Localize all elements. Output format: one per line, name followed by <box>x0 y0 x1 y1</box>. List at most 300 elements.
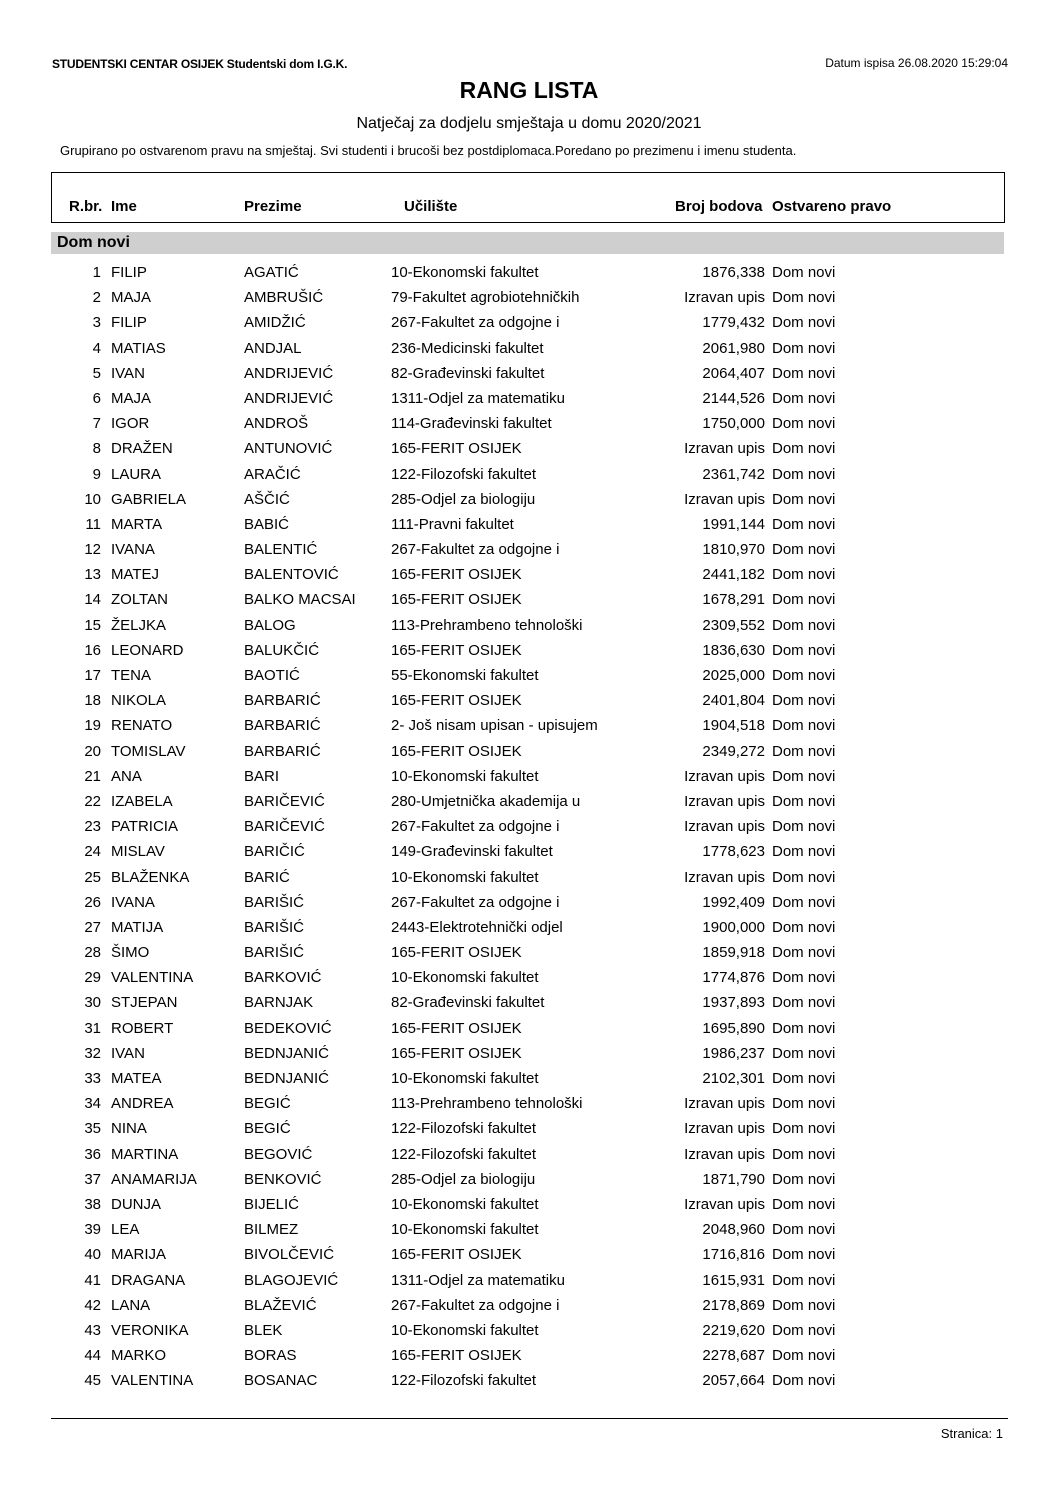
cell-first-name: ANA <box>111 767 142 785</box>
cell-right: Dom novi <box>772 843 836 861</box>
column-header-uciliste: Učilište <box>404 198 458 215</box>
cell-first-name: ŠIMO <box>111 944 150 962</box>
cell-right: Dom novi <box>772 616 836 634</box>
cell-first-name: VALENTINA <box>111 1372 194 1390</box>
cell-last-name: BIJELIĆ <box>244 1195 300 1213</box>
cell-rank: 38 <box>84 1195 101 1213</box>
cell-points: 2401,804 <box>702 692 765 710</box>
cell-last-name: BARBARIĆ <box>244 692 321 710</box>
cell-right: Dom novi <box>772 415 836 433</box>
table-row <box>0 816 1058 841</box>
table-row <box>0 867 1058 892</box>
cell-last-name: BARIČEVIĆ <box>244 818 325 836</box>
cell-institution: 267-Fakultet za odgojne i <box>391 818 560 836</box>
cell-first-name: IVAN <box>111 1044 145 1062</box>
cell-right: Dom novi <box>772 944 836 962</box>
cell-last-name: BALUKČIĆ <box>244 641 320 659</box>
table-row <box>0 438 1058 463</box>
cell-rank: 20 <box>84 742 101 760</box>
cell-institution: 114-Građevinski fakultet <box>391 415 552 433</box>
table-row <box>0 1320 1058 1345</box>
column-header-ime: Ime <box>111 198 137 215</box>
cell-first-name: ŽELJKA <box>111 616 167 634</box>
cell-right: Dom novi <box>772 994 836 1012</box>
cell-right: Dom novi <box>772 742 836 760</box>
cell-first-name: IZABELA <box>111 792 173 810</box>
cell-last-name: BARBARIĆ <box>244 742 321 760</box>
table-row <box>0 690 1058 715</box>
column-header-bodovi: Broj bodova <box>675 198 763 215</box>
cell-rank: 45 <box>84 1372 101 1390</box>
cell-points: 1750,000 <box>702 415 765 433</box>
cell-last-name: BABIĆ <box>244 515 290 533</box>
cell-first-name: DUNJA <box>111 1195 162 1213</box>
organization-name: STUDENTSKI CENTAR OSIJEK Studentski dom I.G.K. <box>52 57 348 71</box>
cell-points: 2048,960 <box>702 1221 765 1239</box>
table-row <box>0 1194 1058 1219</box>
cell-first-name: MATIJA <box>111 918 164 936</box>
cell-first-name: NIKOLA <box>111 692 167 710</box>
table-row <box>0 942 1058 967</box>
cell-institution: 285-Odjel za biologiju <box>391 490 536 508</box>
cell-points: 1904,518 <box>702 717 765 735</box>
cell-last-name: AŠČIĆ <box>244 490 290 508</box>
cell-institution: 165-FERIT OSIJEK <box>391 944 522 962</box>
table-row <box>0 1144 1058 1169</box>
cell-first-name: MARIJA <box>111 1246 167 1264</box>
cell-rank: 16 <box>84 641 101 659</box>
cell-rank: 9 <box>92 465 101 483</box>
cell-institution: 10-Ekonomski fakultet <box>391 1070 539 1087</box>
table-row <box>0 1295 1058 1320</box>
table-row <box>0 539 1058 564</box>
table-row <box>0 1043 1058 1068</box>
cell-institution: 122-Filozofski fakultet <box>391 465 537 483</box>
cell-first-name: VERONIKA <box>111 1321 189 1339</box>
cell-rank: 33 <box>84 1070 101 1087</box>
cell-last-name: BORAS <box>244 1347 297 1365</box>
table-row <box>0 1169 1058 1194</box>
table-row <box>0 338 1058 363</box>
cell-rank: 32 <box>84 1044 101 1062</box>
cell-right: Dom novi <box>772 364 836 382</box>
cell-first-name: MATEA <box>111 1070 162 1087</box>
cell-institution: 79-Fakultet agrobiotehničkih <box>391 289 580 307</box>
cell-rank: 11 <box>85 515 101 533</box>
cell-points: 1876,338 <box>702 264 765 281</box>
cell-points: 1986,237 <box>702 1044 765 1062</box>
cell-first-name: LEA <box>111 1221 140 1239</box>
cell-points: 1778,623 <box>702 843 765 861</box>
table-row <box>0 589 1058 614</box>
cell-last-name: BILMEZ <box>244 1221 299 1239</box>
cell-right: Dom novi <box>772 440 836 458</box>
cell-first-name: IVANA <box>111 893 155 911</box>
cell-first-name: FILIP <box>111 314 147 332</box>
table-row <box>0 388 1058 413</box>
table-row <box>0 464 1058 489</box>
cell-last-name: ANDROŠ <box>244 415 309 433</box>
cell-rank: 40 <box>84 1246 101 1264</box>
cell-right: Dom novi <box>772 339 836 357</box>
table-row <box>0 1270 1058 1295</box>
cell-first-name: DRAGANA <box>111 1271 186 1289</box>
cell-points: Izravan upis <box>684 792 765 810</box>
cell-rank: 28 <box>84 944 101 962</box>
cell-right: Dom novi <box>772 717 836 735</box>
cell-points: 2061,980 <box>702 339 765 357</box>
cell-points: Izravan upis <box>684 289 765 307</box>
cell-last-name: BALENTOVIĆ <box>244 566 339 584</box>
cell-institution: 10-Ekonomski fakultet <box>391 1321 539 1339</box>
table-row <box>0 1219 1058 1244</box>
cell-last-name: BEGIĆ <box>244 1120 291 1138</box>
cell-first-name: IVAN <box>111 364 145 382</box>
cell-institution: 113-Prehrambeno tehnološki <box>391 1095 583 1113</box>
cell-points: Izravan upis <box>684 868 765 886</box>
table-row <box>0 741 1058 766</box>
table-row <box>0 615 1058 640</box>
cell-right: Dom novi <box>772 264 836 281</box>
footer-divider <box>51 1418 1008 1419</box>
table-row <box>0 766 1058 791</box>
cell-points: 1779,432 <box>702 314 765 332</box>
cell-points: 1900,000 <box>702 918 765 936</box>
cell-institution: 10-Ekonomski fakultet <box>391 868 539 886</box>
cell-rank: 37 <box>84 1170 101 1188</box>
table-row <box>0 489 1058 514</box>
cell-institution: 10-Ekonomski fakultet <box>391 1221 539 1239</box>
cell-points: 2441,182 <box>702 566 765 584</box>
cell-points: 1695,890 <box>702 1019 765 1037</box>
cell-right: Dom novi <box>772 667 836 684</box>
cell-last-name: BAOTIĆ <box>244 667 300 684</box>
column-header-rbr: R.br. <box>69 198 103 215</box>
cell-right: Dom novi <box>772 1170 836 1188</box>
cell-rank: 22 <box>84 792 101 810</box>
grouping-note: Grupirano po ostvarenom pravu na smještaj. Svi studenti i brucoši bez postdiplomaca.Poredano po prezimenu i imenu studenta. <box>60 143 797 158</box>
table-row <box>0 1118 1058 1143</box>
cell-points: 1774,876 <box>702 969 765 987</box>
cell-first-name: MARKO <box>111 1347 167 1365</box>
table-row <box>0 1093 1058 1118</box>
cell-rank: 8 <box>92 440 101 458</box>
cell-rank: 14 <box>84 591 101 609</box>
table-row <box>0 791 1058 816</box>
table-row <box>0 413 1058 438</box>
cell-institution: 82-Građevinski fakultet <box>391 994 545 1012</box>
cell-rank: 19 <box>84 717 101 735</box>
cell-points: 2219,620 <box>702 1321 765 1339</box>
cell-first-name: IGOR <box>111 415 150 433</box>
cell-first-name: TENA <box>111 667 152 684</box>
cell-right: Dom novi <box>772 893 836 911</box>
cell-last-name: BEGOVIĆ <box>244 1145 313 1163</box>
cell-first-name: LANA <box>111 1296 151 1314</box>
table-row <box>0 992 1058 1017</box>
cell-points: 2144,526 <box>702 389 765 407</box>
cell-last-name: BLEK <box>244 1321 283 1339</box>
cell-institution: 122-Filozofski fakultet <box>391 1145 537 1163</box>
cell-right: Dom novi <box>772 1019 836 1037</box>
cell-points: Izravan upis <box>684 1195 765 1213</box>
print-date: Datum ispisa 26.08.2020 15:29:04 <box>825 56 1008 70</box>
cell-right: Dom novi <box>772 591 836 609</box>
cell-rank: 44 <box>84 1347 101 1365</box>
cell-rank: 2 <box>92 289 101 307</box>
cell-points: Izravan upis <box>684 1120 765 1138</box>
cell-institution: 10-Ekonomski fakultet <box>391 767 539 785</box>
cell-last-name: BEDNJANIĆ <box>244 1070 330 1087</box>
cell-last-name: BALKO MACSAI <box>244 591 356 609</box>
cell-institution: 165-FERIT OSIJEK <box>391 692 522 710</box>
cell-rank: 43 <box>84 1321 101 1339</box>
cell-first-name: IVANA <box>111 541 155 559</box>
cell-last-name: BARIŠIĆ <box>244 893 305 911</box>
table-row <box>0 892 1058 917</box>
cell-first-name: LAURA <box>111 465 162 483</box>
cell-points: 2361,742 <box>702 465 765 483</box>
cell-points: 1716,816 <box>702 1246 765 1264</box>
cell-first-name: LEONARD <box>111 641 184 659</box>
cell-right: Dom novi <box>772 792 836 810</box>
cell-last-name: BEDEKOVIĆ <box>244 1019 332 1037</box>
cell-rank: 31 <box>84 1019 101 1037</box>
cell-points: Izravan upis <box>684 1145 765 1163</box>
cell-points: 2064,407 <box>702 364 765 382</box>
page-number: Stranica: 1 <box>940 1426 1003 1441</box>
cell-first-name: MAJA <box>111 289 152 307</box>
cell-institution: 149-Građevinski fakultet <box>391 843 553 861</box>
cell-institution: 267-Fakultet za odgojne i <box>391 893 560 911</box>
cell-last-name: ANTUNOVIĆ <box>244 440 333 458</box>
cell-rank: 41 <box>84 1271 101 1289</box>
cell-right: Dom novi <box>772 515 836 533</box>
cell-institution: 10-Ekonomski fakultet <box>391 1195 539 1213</box>
cell-rank: 10 <box>84 490 101 508</box>
table-row <box>0 1068 1058 1093</box>
cell-points: Izravan upis <box>684 767 765 785</box>
cell-right: Dom novi <box>772 1070 836 1087</box>
cell-right: Dom novi <box>772 1221 836 1239</box>
cell-points: Izravan upis <box>684 1095 765 1113</box>
cell-rank: 4 <box>92 339 101 357</box>
cell-points: 2025,000 <box>702 667 765 684</box>
cell-right: Dom novi <box>772 641 836 659</box>
column-header-pravo: Ostvareno pravo <box>772 198 892 215</box>
cell-rank: 21 <box>84 767 101 785</box>
cell-first-name: STJEPAN <box>111 994 178 1012</box>
cell-first-name: GABRIELA <box>111 490 187 508</box>
table-row <box>0 1018 1058 1043</box>
cell-institution: 267-Fakultet za odgojne i <box>391 1296 560 1314</box>
cell-right: Dom novi <box>772 969 836 987</box>
cell-right: Dom novi <box>772 289 836 307</box>
cell-right: Dom novi <box>772 465 836 483</box>
cell-institution: 285-Odjel za biologiju <box>391 1170 536 1188</box>
cell-last-name: BARIŠIĆ <box>244 918 305 936</box>
table-row <box>0 715 1058 740</box>
cell-institution: 236-Medicinski fakultet <box>391 339 544 357</box>
cell-points: 2349,272 <box>702 742 765 760</box>
cell-last-name: BOSANAC <box>244 1372 318 1390</box>
cell-institution: 2443-Elektrotehnički odjel <box>391 918 563 936</box>
cell-institution: 165-FERIT OSIJEK <box>391 1044 522 1062</box>
table-row <box>0 287 1058 312</box>
table-row <box>0 564 1058 589</box>
cell-points: 1836,630 <box>702 641 765 659</box>
cell-right: Dom novi <box>772 566 836 584</box>
cell-right: Dom novi <box>772 1321 836 1339</box>
table-row <box>0 640 1058 665</box>
cell-rank: 36 <box>84 1145 101 1163</box>
cell-last-name: BARBARIĆ <box>244 717 321 735</box>
cell-rank: 6 <box>92 389 101 407</box>
cell-last-name: BARIŠIĆ <box>244 944 305 962</box>
cell-institution: 113-Prehrambeno tehnološki <box>391 616 583 634</box>
cell-last-name: AMBRUŠIĆ <box>244 289 324 307</box>
table-row <box>0 514 1058 539</box>
cell-institution: 267-Fakultet za odgojne i <box>391 541 560 559</box>
cell-rank: 3 <box>92 314 101 332</box>
cell-points: 2309,552 <box>702 616 765 634</box>
cell-rank: 26 <box>84 893 101 911</box>
cell-points: 1678,291 <box>702 591 765 609</box>
cell-right: Dom novi <box>772 918 836 936</box>
cell-right: Dom novi <box>772 868 836 886</box>
cell-rank: 35 <box>84 1120 101 1138</box>
cell-institution: 10-Ekonomski fakultet <box>391 264 539 281</box>
cell-first-name: FILIP <box>111 264 147 281</box>
cell-right: Dom novi <box>772 767 836 785</box>
cell-points: 1810,970 <box>702 541 765 559</box>
ranking-table <box>0 262 1058 1395</box>
cell-last-name: ANDJAL <box>244 339 302 357</box>
cell-last-name: BARI <box>244 767 280 785</box>
table-row <box>0 312 1058 337</box>
cell-first-name: VALENTINA <box>111 969 194 987</box>
cell-rank: 29 <box>84 969 101 987</box>
table-row <box>0 1345 1058 1370</box>
cell-institution: 1311-Odjel za matematiku <box>391 1271 565 1289</box>
cell-institution: 165-FERIT OSIJEK <box>391 742 522 760</box>
cell-first-name: MATEJ <box>111 566 160 584</box>
page-title: RANG LISTA <box>459 77 599 103</box>
cell-institution: 165-FERIT OSIJEK <box>391 1019 522 1037</box>
cell-institution: 82-Građevinski fakultet <box>391 364 545 382</box>
cell-right: Dom novi <box>772 1271 836 1289</box>
cell-last-name: BLAGOJEVIĆ <box>244 1271 339 1289</box>
cell-right: Dom novi <box>772 490 836 508</box>
cell-right: Dom novi <box>772 541 836 559</box>
cell-last-name: ANDRIJEVIĆ <box>244 389 334 407</box>
cell-institution: 122-Filozofski fakultet <box>391 1120 537 1138</box>
cell-points: 1937,893 <box>702 994 765 1012</box>
cell-first-name: MISLAV <box>111 843 165 861</box>
table-row <box>0 665 1058 690</box>
cell-points: Izravan upis <box>684 490 765 508</box>
cell-rank: 25 <box>84 868 101 886</box>
cell-points: 1871,790 <box>702 1170 765 1188</box>
cell-rank: 15 <box>84 616 101 634</box>
cell-right: Dom novi <box>772 389 836 407</box>
cell-points: 2178,869 <box>702 1296 765 1314</box>
cell-points: 1859,918 <box>702 944 765 962</box>
cell-rank: 23 <box>84 818 101 836</box>
page-subtitle: Natječaj za dodjelu smještaja u domu 2020/2021 <box>356 115 702 132</box>
cell-last-name: BEGIĆ <box>244 1095 291 1113</box>
table-row <box>0 967 1058 992</box>
cell-right: Dom novi <box>772 818 836 836</box>
table-row <box>0 841 1058 866</box>
cell-institution: 111-Pravni fakultet <box>391 515 514 533</box>
cell-right: Dom novi <box>772 1246 836 1264</box>
cell-institution: 165-FERIT OSIJEK <box>391 1246 522 1264</box>
cell-last-name: BEDNJANIĆ <box>244 1044 330 1062</box>
cell-rank: 7 <box>92 415 101 433</box>
cell-institution: 165-FERIT OSIJEK <box>391 591 522 609</box>
cell-first-name: ANAMARIJA <box>111 1170 197 1188</box>
cell-right: Dom novi <box>772 1296 836 1314</box>
table-row <box>0 917 1058 942</box>
cell-rank: 24 <box>84 843 101 861</box>
column-header-prezime: Prezime <box>244 198 302 215</box>
cell-points: 2102,301 <box>702 1070 765 1087</box>
cell-institution: 165-FERIT OSIJEK <box>391 641 522 659</box>
cell-points: 2278,687 <box>702 1347 765 1365</box>
cell-first-name: ZOLTAN <box>111 591 168 609</box>
cell-institution: 165-FERIT OSIJEK <box>391 1347 522 1365</box>
group-label: Dom novi <box>57 234 130 251</box>
cell-first-name: TOMISLAV <box>111 742 186 760</box>
cell-last-name: BARKOVIĆ <box>244 969 322 987</box>
group-header <box>51 232 1004 254</box>
cell-rank: 12 <box>84 541 101 559</box>
cell-rank: 42 <box>84 1296 101 1314</box>
cell-last-name: AMIDŽIĆ <box>244 314 306 332</box>
cell-first-name: ANDREA <box>111 1095 174 1113</box>
cell-institution: 122-Filozofski fakultet <box>391 1372 537 1390</box>
cell-points: Izravan upis <box>684 440 765 458</box>
cell-first-name: MAJA <box>111 389 152 407</box>
cell-points: Izravan upis <box>684 818 765 836</box>
cell-institution: 2- Još nisam upisan - upisujem <box>391 717 598 735</box>
cell-institution: 165-FERIT OSIJEK <box>391 566 522 584</box>
cell-first-name: RENATO <box>111 717 173 735</box>
cell-points: 1615,931 <box>702 1271 765 1289</box>
cell-first-name: ROBERT <box>111 1019 174 1037</box>
cell-rank: 27 <box>84 918 101 936</box>
cell-last-name: BARIČEVIĆ <box>244 792 325 810</box>
cell-last-name: BIVOLČEVIĆ <box>244 1246 335 1264</box>
cell-institution: 55-Ekonomski fakultet <box>391 667 539 684</box>
cell-institution: 10-Ekonomski fakultet <box>391 969 539 987</box>
cell-institution: 280-Umjetnička akademija u <box>391 792 581 810</box>
cell-last-name: BARNJAK <box>244 994 314 1012</box>
cell-first-name: MATIAS <box>111 339 166 357</box>
cell-right: Dom novi <box>772 1145 836 1163</box>
cell-rank: 18 <box>84 692 101 710</box>
table-row <box>0 1244 1058 1269</box>
cell-points: 2057,664 <box>702 1372 765 1390</box>
cell-rank: 34 <box>84 1095 101 1113</box>
cell-right: Dom novi <box>772 1347 836 1365</box>
cell-institution: 267-Fakultet za odgojne i <box>391 314 560 332</box>
cell-right: Dom novi <box>772 1044 836 1062</box>
table-row <box>0 1370 1058 1395</box>
cell-institution: 165-FERIT OSIJEK <box>391 440 522 458</box>
cell-rank: 13 <box>84 566 101 584</box>
